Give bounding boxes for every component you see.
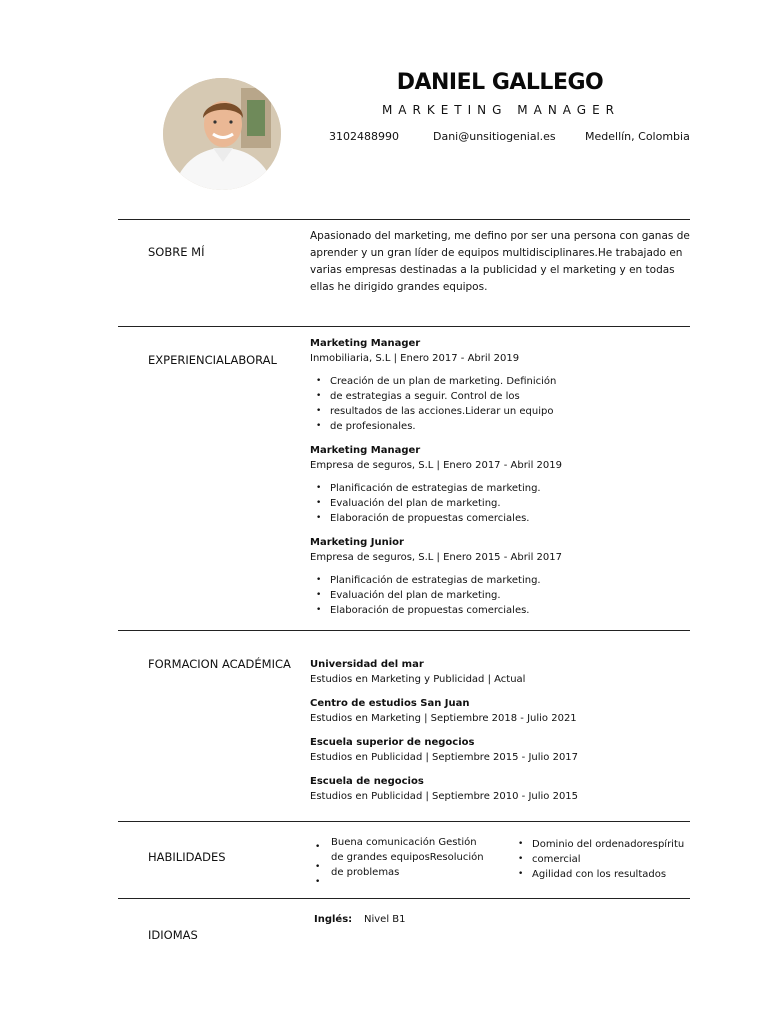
list-item: • Planificación de estrategias de marketing. <box>316 573 541 588</box>
about-text: Apasionado del marketing, me defino por ser una persona con ganas de aprender y un gran líder de equipos multidisciplinares.He trabajado en varias empresas destinadas a la publicidad y el marketing y en todas ellas he dirigido grandes equipos. <box>310 230 690 293</box>
list-item: • de estrategias a seguir. Control de los <box>316 389 556 404</box>
job-company-dates-1: Inmobiliaria, S.L | Enero 2017 - Abril 2019 <box>310 353 520 364</box>
list-item: • comercial <box>518 852 684 867</box>
list-item: • Evaluación del plan de marketing. <box>316 588 541 603</box>
skills-section-label: HABILIDADES <box>148 850 226 864</box>
skill-line-left-2: de grandes equiposResolución <box>331 852 484 863</box>
education-title-2: Centro de estudios San Juan <box>310 698 470 709</box>
bullet-icon: • <box>315 877 321 887</box>
bullet-icon: • <box>315 842 321 852</box>
education-title-1: Universidad del mar <box>310 659 424 670</box>
list-item: • Agilidad con los resultados <box>518 867 684 882</box>
education-title-4: Escuela de negocios <box>310 776 424 787</box>
education-detail-4: Estudios en Publicidad | Septiembre 2010 - Julio 2015 <box>310 791 579 802</box>
job-bullets-3 <box>316 573 541 618</box>
section-divider <box>118 630 690 631</box>
list-item: • Planificación de estrategias de marketing. <box>316 481 541 496</box>
list-item: • Elaboración de propuestas comerciales. <box>316 511 541 526</box>
job-bullets-1 <box>316 374 556 434</box>
about-section-label: SOBRE MÍ <box>148 245 205 259</box>
list-item: • Dominio del ordenadorespíritu <box>518 837 684 852</box>
list-item: • Creación de un plan de marketing. Definición <box>316 374 556 389</box>
job-title-3: Marketing Junior <box>310 537 404 548</box>
section-divider <box>118 219 690 220</box>
list-item: • Elaboración de propuestas comerciales. <box>316 603 541 618</box>
list-item: • Evaluación del plan de marketing. <box>316 496 541 511</box>
location: Medellín, Colombia <box>585 130 690 143</box>
profile-photo-illustration <box>163 78 281 190</box>
skill-line-left-1: Buena comunicación Gestión <box>331 837 477 848</box>
bullet-icon: • <box>315 862 321 872</box>
job-title: MARKETING MANAGER <box>381 103 621 117</box>
skill-line-left-3: de problemas <box>331 867 400 878</box>
education-detail-1: Estudios en Marketing y Publicidad | Actual <box>310 674 526 685</box>
education-detail-3: Estudios en Publicidad | Septiembre 2015 - Julio 2017 <box>310 752 579 763</box>
job-title-1: Marketing Manager <box>310 338 421 349</box>
job-company-dates-3: Empresa de seguros, S.L | Enero 2015 - Abril 2017 <box>310 552 562 563</box>
languages-section-label: IDIOMAS <box>148 928 198 942</box>
profile-photo <box>163 78 281 190</box>
job-title-2: Marketing Manager <box>310 445 421 456</box>
skills-right-list <box>518 837 684 882</box>
candidate-name: DANIEL GALLEGO <box>396 70 604 95</box>
language-level: Nivel B1 <box>364 914 406 925</box>
job-company-dates-2: Empresa de seguros, S.L | Enero 2017 - Abril 2019 <box>310 460 562 471</box>
list-item: • resultados de las acciones.Liderar un equipo <box>316 404 556 419</box>
section-divider <box>118 326 690 327</box>
email-address[interactable]: Dani@unsitiogenial.es <box>433 130 556 143</box>
language-name: Inglés: <box>314 914 353 925</box>
job-bullets-2 <box>316 481 541 526</box>
phone-number: 3102488990 <box>329 130 399 143</box>
education-title-3: Escuela superior de negocios <box>310 737 475 748</box>
education-section-label: FORMACION ACADÉMICA <box>148 657 291 671</box>
section-divider <box>118 821 690 822</box>
education-detail-2: Estudios en Marketing | Septiembre 2018 - Julio 2021 <box>310 713 577 724</box>
section-divider <box>118 898 690 899</box>
experience-section-label: EXPERIENCIALABORAL <box>148 353 277 367</box>
list-item: • de profesionales. <box>316 419 556 434</box>
